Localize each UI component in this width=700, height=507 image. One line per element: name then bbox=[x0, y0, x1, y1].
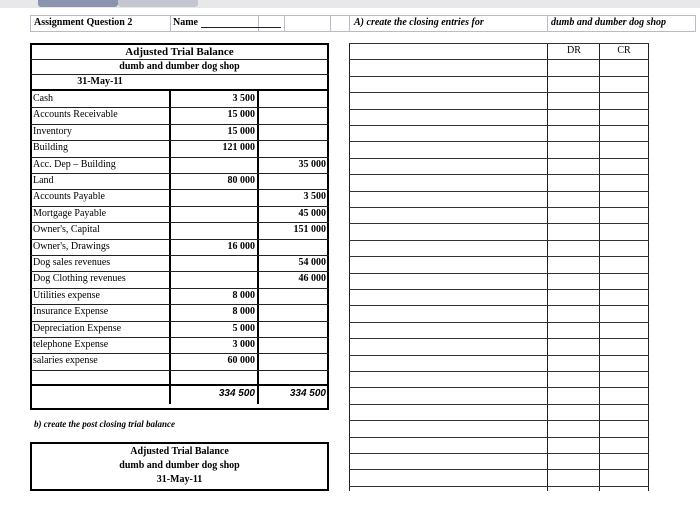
grid-line bbox=[695, 15, 696, 32]
grid-line bbox=[547, 15, 548, 32]
tb-company: dumb and dumber dog shop bbox=[119, 61, 240, 72]
journal-row-line bbox=[349, 338, 649, 339]
journal-col-line bbox=[599, 43, 600, 491]
journal-row-line bbox=[349, 469, 649, 470]
journal-row-line bbox=[349, 92, 649, 93]
tb-debit-cell: 3 500 bbox=[232, 93, 255, 104]
tb-debit-cell: 16 000 bbox=[227, 240, 255, 252]
tb-credit-cell: 35 000 bbox=[298, 158, 326, 170]
journal-row-line bbox=[349, 76, 649, 77]
grid-line bbox=[30, 15, 31, 32]
tb-credit-cell: 54 000 bbox=[298, 257, 326, 268]
grid-line bbox=[284, 15, 285, 32]
tb-credit-cell: 46 000 bbox=[298, 273, 326, 285]
grid-line bbox=[349, 15, 350, 32]
journal-row-line bbox=[349, 109, 649, 110]
tb-account-cell: Building bbox=[33, 142, 69, 154]
journal-row-line bbox=[349, 322, 649, 323]
tb-account-cell: Accounts Payable bbox=[33, 191, 105, 203]
task-a-label: A) create the closing entries for bbox=[354, 17, 484, 28]
separator bbox=[30, 59, 329, 60]
tb-account-cell: Depreciation Expense bbox=[33, 322, 122, 334]
tb-debit-cell: 60 000 bbox=[227, 355, 255, 367]
tb-credit-cell: 3 500 bbox=[303, 191, 326, 203]
tb-debit-cell: 3 000 bbox=[232, 339, 255, 350]
tb-account-cell: Insurance Expense bbox=[33, 306, 109, 318]
journal-row-line bbox=[349, 141, 649, 142]
tb-account-cell: Cash bbox=[33, 93, 53, 104]
tb-credit-cell: 151 000 bbox=[293, 224, 326, 236]
company-right-label: dumb and dumber dog shop bbox=[551, 17, 667, 28]
tb-date: 31-May-11 bbox=[77, 76, 123, 87]
journal-row-line bbox=[349, 486, 649, 487]
tb-debit-cell: 5 000 bbox=[232, 322, 255, 334]
tb-debit-cell: 8 000 bbox=[232, 289, 255, 301]
tb-account-cell: Accounts Receivable bbox=[33, 109, 118, 121]
journal-row-line bbox=[349, 158, 649, 159]
journal-row-line bbox=[349, 174, 649, 175]
pc-title: Adjusted Trial Balance bbox=[130, 446, 229, 457]
tb-row-line bbox=[30, 370, 329, 371]
tb-total-credit: 334 500 bbox=[289, 388, 326, 399]
tb-account-cell: Acc. Dep – Building bbox=[33, 158, 116, 170]
header-bottom-line bbox=[30, 31, 695, 32]
name-label: Name bbox=[173, 17, 198, 28]
header-top-line bbox=[30, 15, 695, 16]
assignment-label: Assignment Question 2 bbox=[34, 17, 133, 28]
journal-row-line bbox=[349, 207, 649, 208]
tb-account-cell: salaries expense bbox=[33, 355, 98, 367]
name-underline[interactable] bbox=[201, 27, 281, 28]
tb-account-cell: telephone Expense bbox=[33, 339, 109, 350]
journal-row-line bbox=[349, 240, 649, 241]
journal-row-line bbox=[349, 453, 649, 454]
tb-debit-cell: 121 000 bbox=[222, 142, 255, 154]
journal-col-line bbox=[349, 43, 350, 491]
grid-line bbox=[258, 15, 259, 32]
tb-credit-cell: 45 000 bbox=[298, 207, 326, 219]
journal-row-line bbox=[349, 223, 649, 224]
tb-account-cell: Utilities expense bbox=[33, 289, 100, 301]
journal-row-line bbox=[349, 404, 649, 405]
column-divider bbox=[257, 89, 259, 404]
journal-row-line bbox=[349, 371, 649, 372]
grid-line bbox=[330, 15, 331, 32]
task-b-label: b) create the post closing trial balance bbox=[34, 419, 175, 429]
journal-row-line bbox=[349, 273, 649, 274]
journal-row-line bbox=[349, 437, 649, 438]
tb-title: Adjusted Trial Balance bbox=[125, 46, 234, 58]
tb-debit-cell: 15 000 bbox=[227, 125, 255, 137]
sheet-tab[interactable] bbox=[118, 0, 198, 7]
tb-account-cell: Dog Clothing revenues bbox=[33, 273, 126, 285]
tb-debit-cell: 8 000 bbox=[232, 306, 255, 318]
journal-row-line bbox=[349, 387, 649, 388]
tb-account-cell: Owner's, Capital bbox=[33, 224, 100, 236]
tb-debit-cell: 80 000 bbox=[227, 175, 255, 186]
tb-debit-cell: 15 000 bbox=[227, 109, 255, 121]
sheet-tab-bar bbox=[0, 0, 700, 8]
separator bbox=[30, 74, 329, 75]
journal-row-line bbox=[349, 420, 649, 421]
journal-row-line bbox=[349, 256, 649, 257]
journal-dr-label: DR bbox=[567, 45, 581, 56]
tb-account-cell: Owner's, Drawings bbox=[33, 240, 110, 252]
tb-account-cell: Land bbox=[33, 175, 54, 186]
pc-date: 31-May-11 bbox=[156, 474, 203, 485]
tb-account-cell: Inventory bbox=[33, 125, 72, 137]
journal-row-line bbox=[349, 125, 649, 126]
tb-account-cell: Mortgage Payable bbox=[33, 207, 107, 219]
tb-account-cell: Dog sales revenues bbox=[33, 257, 111, 268]
journal-row-line bbox=[349, 59, 649, 60]
journal-grid[interactable] bbox=[349, 43, 649, 491]
tb-total-debit: 334 500 bbox=[218, 388, 255, 399]
journal-row-line bbox=[349, 289, 649, 290]
journal-row-line bbox=[349, 191, 649, 192]
grid-line bbox=[170, 15, 171, 32]
journal-cr-label: CR bbox=[617, 45, 631, 56]
journal-row-line bbox=[349, 43, 649, 44]
journal-col-line bbox=[547, 43, 548, 491]
sheet-tab-active[interactable] bbox=[38, 0, 118, 7]
pc-company: dumb and dumber dog shop bbox=[119, 460, 240, 471]
journal-col-line bbox=[648, 43, 649, 491]
journal-row-line bbox=[349, 305, 649, 306]
journal-row-line bbox=[349, 355, 649, 356]
